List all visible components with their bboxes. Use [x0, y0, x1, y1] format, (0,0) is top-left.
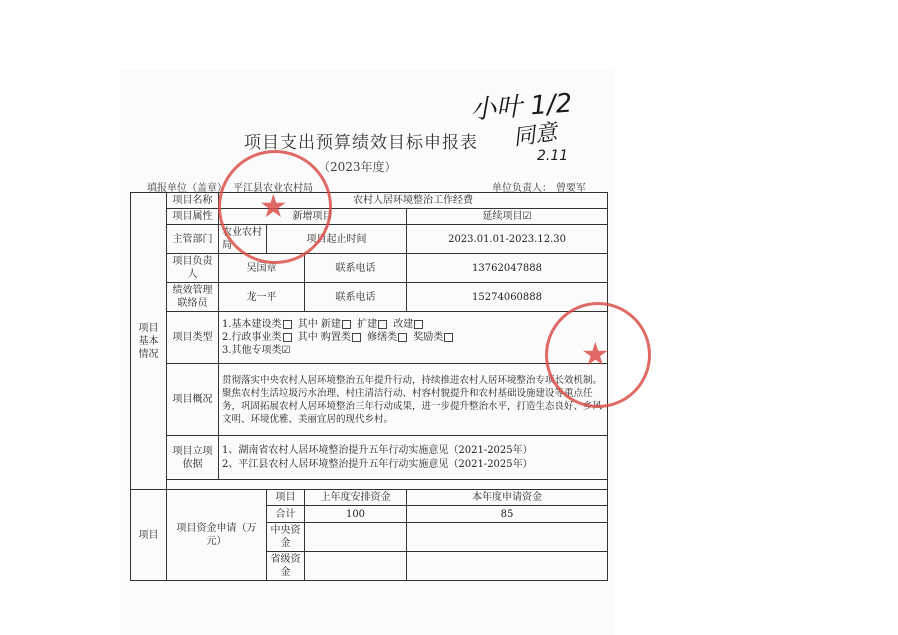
unit-responsible-label: 单位负责人：	[492, 183, 552, 194]
funds-col-last: 上年度安排资金	[305, 490, 407, 506]
checkbox-icon	[414, 320, 423, 329]
leader-name: 吴国章	[219, 254, 305, 283]
time-label: 项目起止时间	[267, 225, 407, 254]
page-title: 项目支出预算绩效目标申报表	[244, 133, 478, 153]
fill-unit-label: 填报单位（盖章）	[147, 183, 227, 194]
funds-row-this	[407, 523, 608, 552]
page-year: （2023年度）	[318, 160, 397, 174]
perf-phone: 15274060888	[407, 283, 608, 312]
funds-col-item: 项目	[267, 490, 305, 506]
star-icon: ★	[259, 187, 288, 225]
checkbox-icon	[342, 320, 351, 329]
type-line2: 2.行政事业类	[222, 332, 282, 343]
checkbox-icon	[352, 333, 361, 342]
type-line3: 3.其他专项类☑	[222, 345, 291, 356]
basis-line2: 2、平江县农村人居环境整治提升五年行动实施意见（2021-2025年）	[222, 458, 533, 470]
department-label: 主管部门	[167, 225, 219, 254]
checkbox-icon	[398, 333, 407, 342]
unit-responsible-value: 曾要军	[556, 183, 586, 194]
funds-row-last	[305, 523, 407, 552]
project-name-value: 农村人居环境整治工作经费	[219, 193, 608, 209]
overview-label: 项目概况	[167, 364, 219, 436]
project-attr-new: 新增项目	[219, 209, 407, 225]
section-funds: 项目	[131, 490, 167, 581]
funds-row-this: 85	[407, 506, 608, 523]
project-name-label: 项目名称	[167, 193, 219, 209]
leader-phone-label: 联系电话	[305, 254, 407, 283]
basis-label: 项目立项依据	[167, 436, 219, 480]
basis-text	[219, 436, 608, 480]
overview-text: 贯彻落实中央农村人居环境整治五年提升行动，持续推进农村人居环境整治专项长效机制。聚焦农村生活垃圾污水治理、村庄清洁行动、村容村貌提升和农村基础设施建设等重点任务，巩固拓展农村人居环境整治三年行动成果，进一步提升整治水平，打造生态良好、乡风文明、环境优雅、美丽宜居的现代乡村。	[219, 364, 608, 436]
time-value: 2023.01.01-2023.12.30	[407, 225, 608, 254]
funds-row-last	[305, 552, 407, 581]
checkbox-icon	[444, 333, 453, 342]
project-type-options	[219, 312, 608, 364]
funds-col-this: 本年度申请资金	[407, 490, 608, 506]
department-value: 农业农村局	[219, 225, 267, 254]
type-line1-b: 其中 新建	[297, 319, 341, 330]
type-line2-b: 其中 购置类	[297, 332, 351, 343]
spacer-row	[167, 480, 608, 490]
perf-label: 绩效管理联络员	[167, 283, 219, 312]
type-line1: 1.基本建设类	[222, 319, 282, 330]
checkbox-icon	[283, 333, 292, 342]
funds-row-this	[407, 552, 608, 581]
type-line2-c: 修缮类	[367, 332, 398, 343]
star-icon: ★	[581, 335, 610, 373]
basis-line1: 1、湖南省农村人居环境整治提升五年行动实施意见（2021-2025年）	[222, 444, 533, 456]
project-attr-label: 项目属性	[167, 209, 219, 225]
handwritten-approval: 同意	[511, 120, 559, 151]
leader-phone: 13762047888	[407, 254, 608, 283]
budget-form-table	[130, 192, 608, 581]
funds-row-name: 中央资金	[267, 523, 305, 552]
section-basic-info: 项目基本情况	[131, 193, 167, 490]
project-attr-continue: 延续项目☑	[407, 209, 608, 225]
type-line2-d: 奖励类	[413, 332, 444, 343]
leader-label: 项目负责人	[167, 254, 219, 283]
funds-row-name: 合计	[267, 506, 305, 523]
type-line1-d: 改建	[393, 319, 414, 330]
type-line1-c: 扩建	[357, 319, 378, 330]
handwritten-date: 2.11	[537, 148, 569, 164]
perf-phone-label: 联系电话	[305, 283, 407, 312]
funds-row-name: 省级资金	[267, 552, 305, 581]
funds-row-last: 100	[305, 506, 407, 523]
checkbox-icon	[283, 320, 292, 329]
project-type-label: 项目类型	[167, 312, 219, 364]
funds-label: 项目资金申请（万元）	[167, 490, 267, 581]
fill-unit-value: 平江县农业农村局	[233, 183, 313, 194]
perf-name: 龙一平	[219, 283, 305, 312]
handwritten-signature: 小叶 1/2	[469, 88, 574, 126]
checkbox-icon	[378, 320, 387, 329]
